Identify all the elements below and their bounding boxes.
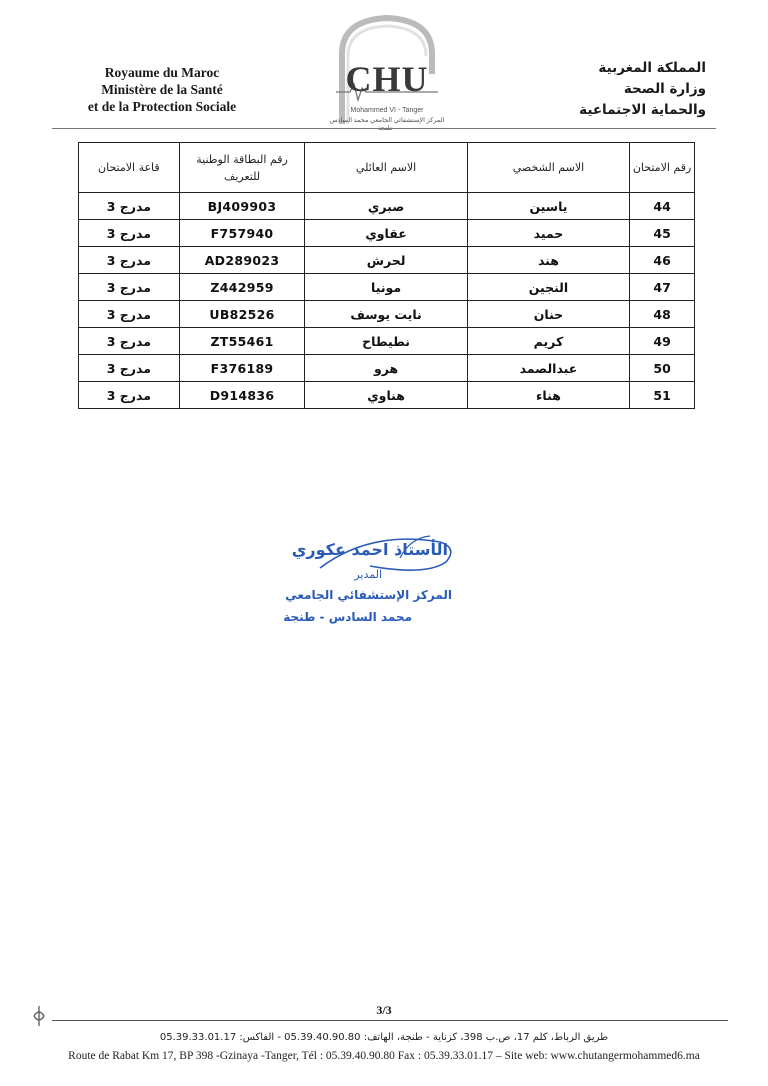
cell-exam-room: مدرج 3	[79, 328, 180, 355]
official-stamp	[250, 528, 460, 638]
cell-exam-room: مدرج 3	[79, 193, 180, 220]
cell-first-name: النجين	[467, 274, 629, 301]
cell-national-id: F757940	[179, 220, 305, 247]
cell-national-id: BJ409903	[179, 193, 305, 220]
cell-exam-room: مدرج 3	[79, 274, 180, 301]
chu-logo	[328, 14, 446, 132]
stamp-title: المدير	[354, 568, 382, 581]
cell-national-id: D914836	[179, 382, 305, 409]
header-last-name: الاسم العائلي	[305, 143, 467, 193]
logo-sub-text: Mohammed VI - Tanger	[350, 107, 424, 114]
cell-last-name: لحرش	[305, 247, 467, 274]
cell-exam-number: 51	[630, 382, 695, 409]
cell-last-name: نطيطاح	[305, 328, 467, 355]
cell-exam-number: 44	[630, 193, 695, 220]
footer-divider	[52, 1020, 728, 1021]
table-row	[79, 382, 695, 409]
header-first-name: الاسم الشخصي	[467, 143, 629, 193]
cell-exam-number: 48	[630, 301, 695, 328]
header-fr-line3: et de la Protection Sociale	[87, 99, 237, 114]
cell-last-name: مونيا	[305, 274, 467, 301]
header-national-id: رقم البطاقة الوطنية للتعريف	[179, 143, 305, 193]
cell-first-name: هناء	[467, 382, 629, 409]
table-row	[79, 301, 695, 328]
table-row	[79, 247, 695, 274]
table-row	[79, 328, 695, 355]
cell-exam-room: مدرج 3	[79, 301, 180, 328]
cell-first-name: حميد	[467, 220, 629, 247]
logo-arabic-text: المركز الإستشفائي الجامعي محمد السادس - طنجة	[329, 117, 445, 132]
cell-national-id: ZT55461	[179, 328, 305, 355]
cell-last-name: صبري	[305, 193, 467, 220]
cell-last-name: عقاوي	[305, 220, 467, 247]
header-exam-room: قاعة الامتحان	[79, 143, 180, 193]
cell-last-name: هناوي	[305, 382, 467, 409]
footer-address-arabic: طريق الرباط، كلم 17، ص.ب 398، كزناية - طنجة، الهاتف: 05.39.40.90.80 - الفاكس: 05.39.33.01.17	[159, 1032, 609, 1043]
table-row	[79, 274, 695, 301]
candidates-table	[78, 142, 695, 409]
cell-first-name: هند	[467, 247, 629, 274]
footer-address-french: Route de Rabat Km 17, BP 398 -Gzinaya -Tanger, Tél : 05.39.40.90.80 Fax : 05.39.33.01.17 – Site web: www.chutangermohammed6.ma	[68, 1050, 700, 1062]
cell-exam-number: 45	[630, 220, 695, 247]
cell-exam-number: 46	[630, 247, 695, 274]
cell-first-name: عبدالصمد	[467, 355, 629, 382]
logo-main-text: CHU	[345, 59, 429, 99]
table-row	[79, 193, 695, 220]
cell-national-id: F376189	[179, 355, 305, 382]
page-number: 3/3	[376, 1003, 392, 1017]
cell-first-name: كريم	[467, 328, 629, 355]
header-divider	[52, 128, 716, 129]
cell-first-name: ياسين	[467, 193, 629, 220]
stamp-institution: المركز الإستشفائي الجامعي	[285, 588, 452, 602]
cell-exam-room: مدرج 3	[79, 382, 180, 409]
cell-last-name: هرو	[305, 355, 467, 382]
header-exam-number: رقم الامتحان	[630, 143, 695, 193]
table-row	[79, 355, 695, 382]
cell-exam-number: 49	[630, 328, 695, 355]
cell-national-id: Z442959	[179, 274, 305, 301]
cell-national-id: UB82526	[179, 301, 305, 328]
stamp-name: الأستاذ احمد عكوري	[291, 540, 448, 559]
header-fr-line1: Royaume du Maroc	[104, 65, 220, 80]
cell-national-id: AD289023	[179, 247, 305, 274]
cell-last-name: نايت يوسف	[305, 301, 467, 328]
cell-exam-room: مدرج 3	[79, 247, 180, 274]
header-french	[62, 64, 262, 115]
header-fr-line2: Ministère de la Santé	[101, 82, 223, 97]
header-ar-line3: والحماية الاجتماعية	[579, 102, 706, 118]
stamp-location: محمد السادس - طنجة	[283, 610, 412, 624]
cell-exam-number: 50	[630, 355, 695, 382]
header-ar-line2: وزارة الصحة	[623, 81, 706, 97]
table-header-row	[79, 143, 695, 193]
cell-first-name: حنان	[467, 301, 629, 328]
cell-exam-room: مدرج 3	[79, 355, 180, 382]
header-ar-line1: المملكة المغربية	[598, 60, 706, 76]
table-row	[79, 220, 695, 247]
cell-exam-number: 47	[630, 274, 695, 301]
cell-exam-room: مدرج 3	[79, 220, 180, 247]
header-arabic	[506, 58, 706, 121]
